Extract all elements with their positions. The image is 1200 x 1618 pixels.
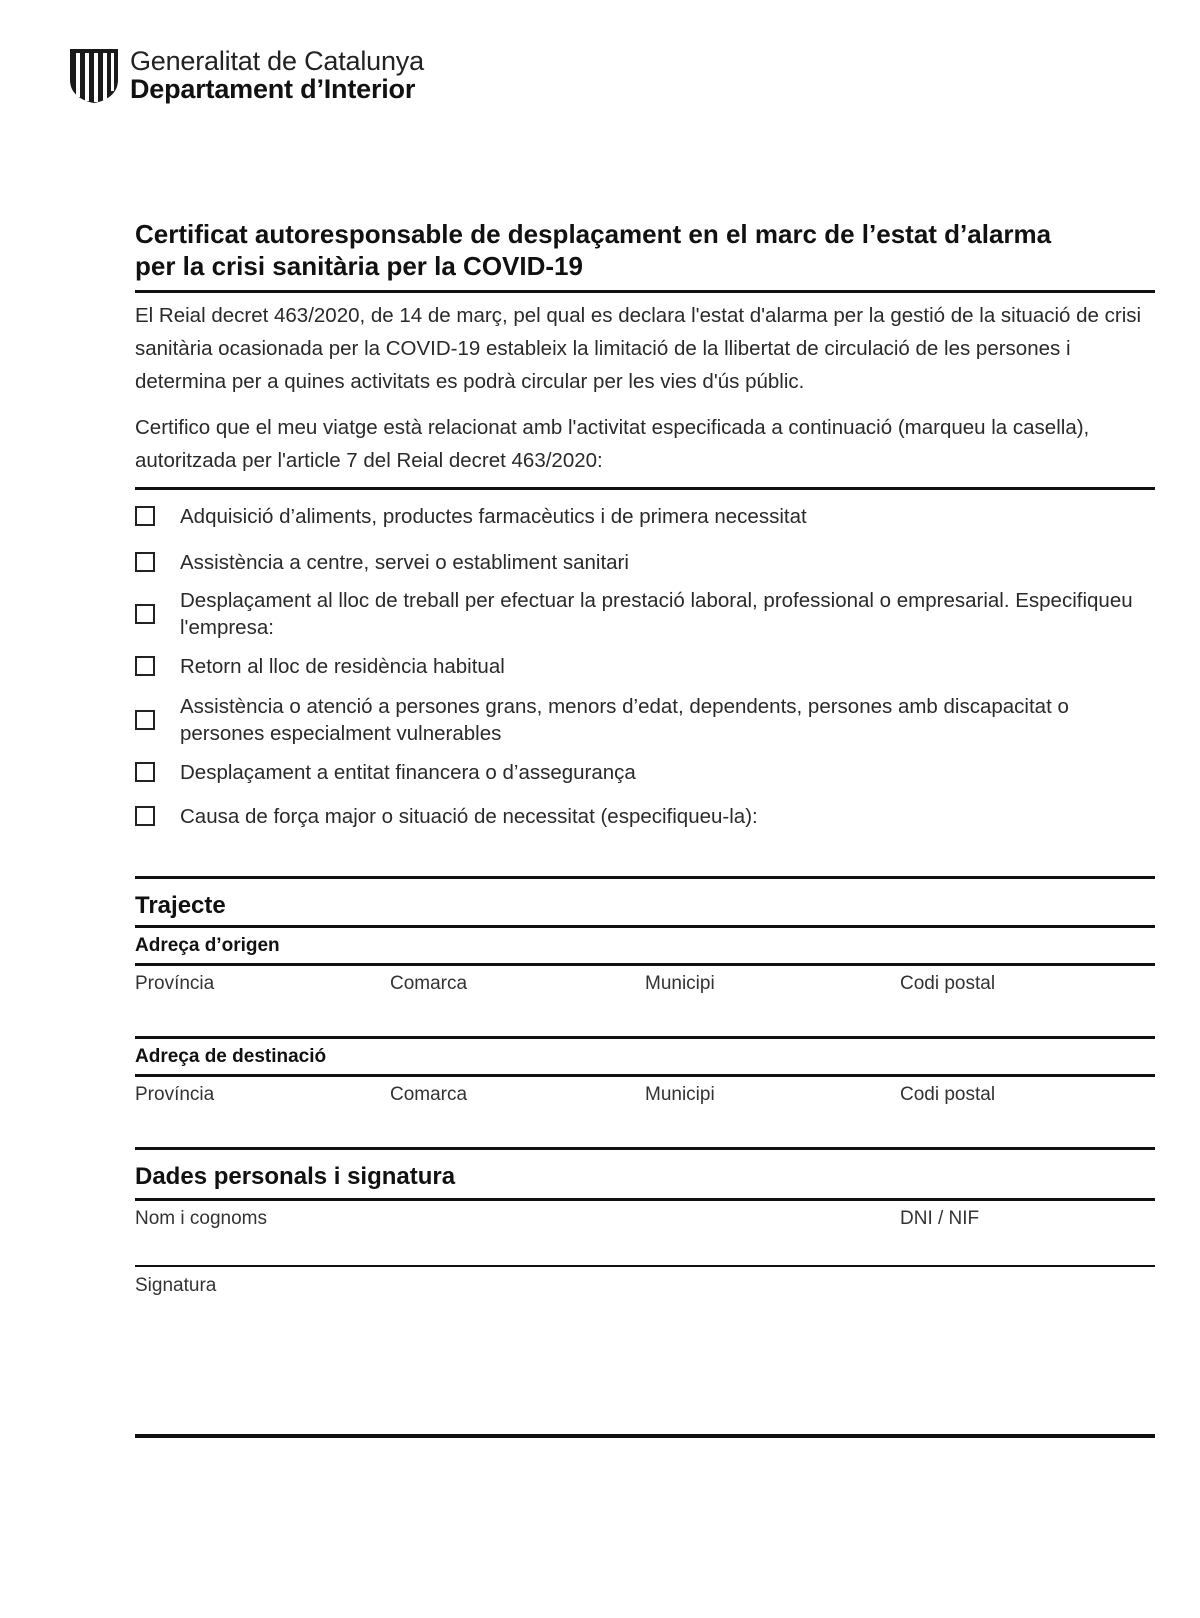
field-codi-postal[interactable]: Codi postal [900,973,996,994]
department-name: Departament d’Interior [130,74,416,104]
checkbox[interactable] [135,656,155,676]
title-line-2: per la crisi sanitària per la COVID-19 [135,251,583,281]
checkbox[interactable] [135,762,155,782]
section-title-trajecte: Trajecte [135,892,226,919]
checkbox[interactable] [135,806,155,826]
personal-fields [135,1207,1155,1265]
divider [135,1074,1155,1077]
divider [135,963,1155,966]
divider [135,876,1155,879]
field-comarca[interactable]: Comarca [390,1084,468,1105]
option-label: Desplaçament a entitat financera o d’assegurança [180,760,636,784]
option-label: Assistència o atenció a persones grans, menors d’edat, dependents, persones amb discapacitat o persones especialment vulnerables [180,695,1069,745]
option-label: Desplaçament al lloc de treball per efectuar la prestació laboral, professional o empresarial. Especifiqueu l'empresa: [180,589,1133,639]
field-comarca[interactable]: Comarca [390,973,468,994]
catalan-coat-of-arms-icon [68,46,120,104]
signature-area[interactable] [135,1274,1155,1434]
origin-fields [135,972,1155,1036]
document-title [135,218,1155,282]
destination-address-title: Adreça de destinació [135,1046,327,1067]
intro-paragraph: El Reial decret 463/2020, de 14 de març, pel qual es declara l'estat d'alarma per la gestió de la situació de crisi sanitària ocasionada per la COVID-19 estableix la limitació de la llibertat de circulació de les persones i determina per a quines activitats es podrà circular per les vies d'ús públic. [135,304,1142,393]
checkbox[interactable] [135,552,155,572]
title-line-1: Certificat autoresponsable de desplaçament en el marc de l’estat d’alarma [135,219,1052,249]
checkbox[interactable] [135,710,155,730]
option-label: Assistència a centre, servei o establiment sanitari [180,550,629,574]
divider [135,1147,1155,1150]
field-municipi[interactable]: Municipi [645,973,715,994]
field-codi-postal[interactable]: Codi postal [900,1084,996,1105]
checkbox[interactable] [135,604,155,624]
option-row[interactable] [135,692,1155,748]
divider [135,1198,1155,1201]
option-row[interactable] [135,754,1155,790]
option-row[interactable] [135,498,1155,534]
checkbox[interactable] [135,506,155,526]
option-row[interactable] [135,544,1155,580]
section-title-personal: Dades personals i signatura [135,1163,456,1190]
option-row[interactable] [135,586,1155,642]
certificate-form [135,218,1155,1438]
option-row[interactable] [135,798,1155,834]
origin-address-title: Adreça d’origen [135,935,280,956]
field-provincia[interactable]: Província [135,1084,215,1105]
name-field[interactable]: Nom i cognoms [135,1208,267,1229]
signature-label: Signatura [135,1275,217,1296]
field-municipi[interactable]: Municipi [645,1084,715,1105]
bottom-divider [135,1434,1155,1438]
activity-options [135,498,1155,834]
document-header [68,46,424,104]
field-provincia[interactable]: Província [135,973,215,994]
destination-fields [135,1083,1155,1147]
certify-paragraph: Certifico que el meu viatge està relacionat amb l'activitat especificada a continuació (marqueu la casella), autoritzada per l'article 7 del Reial decret 463/2020: [135,416,1090,472]
divider [135,1036,1155,1039]
option-label: Retorn al lloc de residència habitual [180,654,505,678]
divider [135,1265,1155,1267]
option-row[interactable] [135,648,1155,684]
divider [135,487,1155,490]
option-label: Adquisició d’aliments, productes farmacèutics i de primera necessitat [180,504,807,528]
id-field[interactable]: DNI / NIF [900,1208,980,1229]
option-label: Causa de força major o situació de necessitat (especifiqueu-la): [180,804,758,828]
divider [135,290,1155,293]
divider [135,925,1155,928]
org-name: Generalitat de Catalunya [130,45,424,76]
